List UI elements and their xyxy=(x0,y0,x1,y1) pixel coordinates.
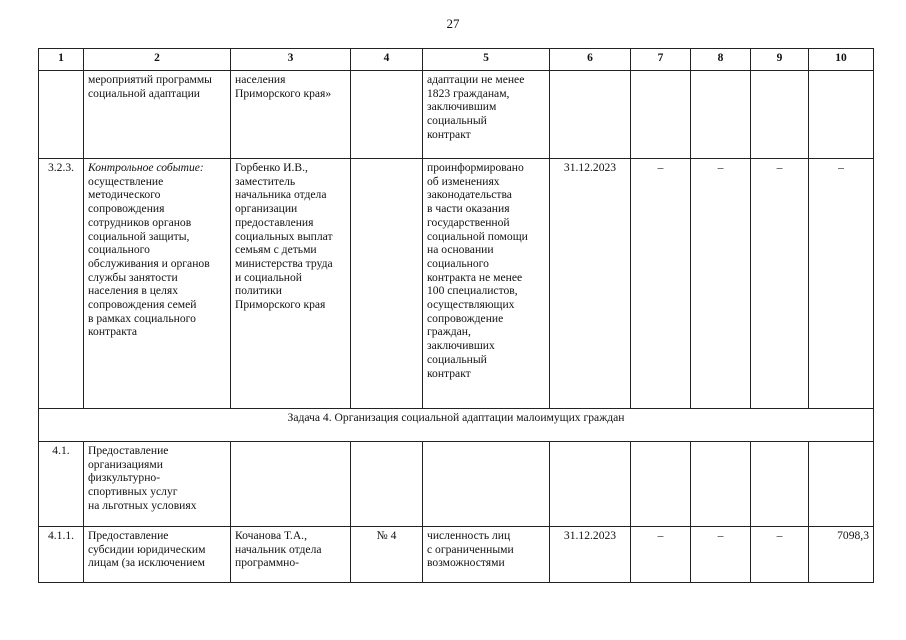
cell-col8: – xyxy=(691,527,751,583)
cell-result xyxy=(423,442,550,527)
cell-col8: – xyxy=(691,159,751,409)
cell-col9: – xyxy=(751,527,809,583)
cell-col9 xyxy=(751,71,809,159)
plan-table xyxy=(38,48,874,583)
cell-result: проинформировано об изменениях законодательства в части оказания государственной социальной помощи на основании социального контракта не менее 100 специалистов, осуществляющих сопровождение граждан, заключивших социальный контракт xyxy=(423,159,550,409)
cell-responsible: населения Приморского края» xyxy=(231,71,351,159)
cell-result: адаптации не менее 1823 гражданам, заключившим социальный контракт xyxy=(423,71,550,159)
cell-col9 xyxy=(751,442,809,527)
cell-col9: – xyxy=(751,159,809,409)
cell-deadline xyxy=(550,442,631,527)
table-row xyxy=(39,527,874,583)
section-title: Задача 4. Организация социальной адаптации малоимущих граждан xyxy=(39,409,874,442)
cell-col10: 7098,3 xyxy=(809,527,874,583)
cell-col10 xyxy=(809,71,874,159)
cell-activity: Предоставление субсидии юридическим лицам (за исключением xyxy=(84,527,231,583)
cell-col10: – xyxy=(809,159,874,409)
section-row xyxy=(39,409,874,442)
cell-col8 xyxy=(691,442,751,527)
header-cell-3: 3 xyxy=(231,49,351,71)
cell-col7 xyxy=(631,71,691,159)
table-row xyxy=(39,71,874,159)
header-cell-4: 4 xyxy=(351,49,423,71)
cell-col4 xyxy=(351,159,423,409)
cell-responsible: Горбенко И.В., заместитель начальника отдела организации предоставления социальных выплат семьям с детьми министерства труда и социальной политики Приморского края xyxy=(231,159,351,409)
activity-lead: Контрольное событие: xyxy=(88,161,204,174)
header-cell-10: 10 xyxy=(809,49,874,71)
header-cell-5: 5 xyxy=(423,49,550,71)
cell-number: 4.1.1. xyxy=(39,527,84,583)
cell-col7: – xyxy=(631,159,691,409)
cell-col10 xyxy=(809,442,874,527)
header-cell-6: 6 xyxy=(550,49,631,71)
cell-responsible xyxy=(231,442,351,527)
cell-deadline: 31.12.2023 xyxy=(550,527,631,583)
cell-col7 xyxy=(631,442,691,527)
header-cell-2: 2 xyxy=(84,49,231,71)
page-number: 27 xyxy=(446,16,460,31)
cell-responsible: Кочанова Т.А., начальник отдела программно- xyxy=(231,527,351,583)
header-cell-8: 8 xyxy=(691,49,751,71)
activity-text: мероприятий программы социальной адаптации xyxy=(88,73,212,100)
cell-number: 4.1. xyxy=(39,442,84,527)
cell-activity xyxy=(84,159,231,409)
cell-number: 3.2.3. xyxy=(39,159,84,409)
table-row xyxy=(39,442,874,527)
header-cell-7: 7 xyxy=(631,49,691,71)
cell-col4 xyxy=(351,442,423,527)
cell-col7: – xyxy=(631,527,691,583)
cell-number xyxy=(39,71,84,159)
cell-activity: Предоставление организациями физкультурно- спортивных услуг на льготных условиях xyxy=(84,442,231,527)
header-cell-9: 9 xyxy=(751,49,809,71)
cell-result: численность лиц с ограниченными возможностями xyxy=(423,527,550,583)
cell-col4: № 4 xyxy=(351,527,423,583)
table-row xyxy=(39,159,874,409)
activity-text: осуществление методического сопровождения сотрудников органов социальной защиты, социального обслуживания и органов службы занятости населения в целях сопровождения семей в рамках социального контракта xyxy=(88,174,210,339)
cell-activity xyxy=(84,71,231,159)
header-row xyxy=(39,49,874,71)
cell-col4 xyxy=(351,71,423,159)
cell-col8 xyxy=(691,71,751,159)
header-cell-1: 1 xyxy=(39,49,84,71)
cell-deadline xyxy=(550,71,631,159)
cell-deadline: 31.12.2023 xyxy=(550,159,631,409)
